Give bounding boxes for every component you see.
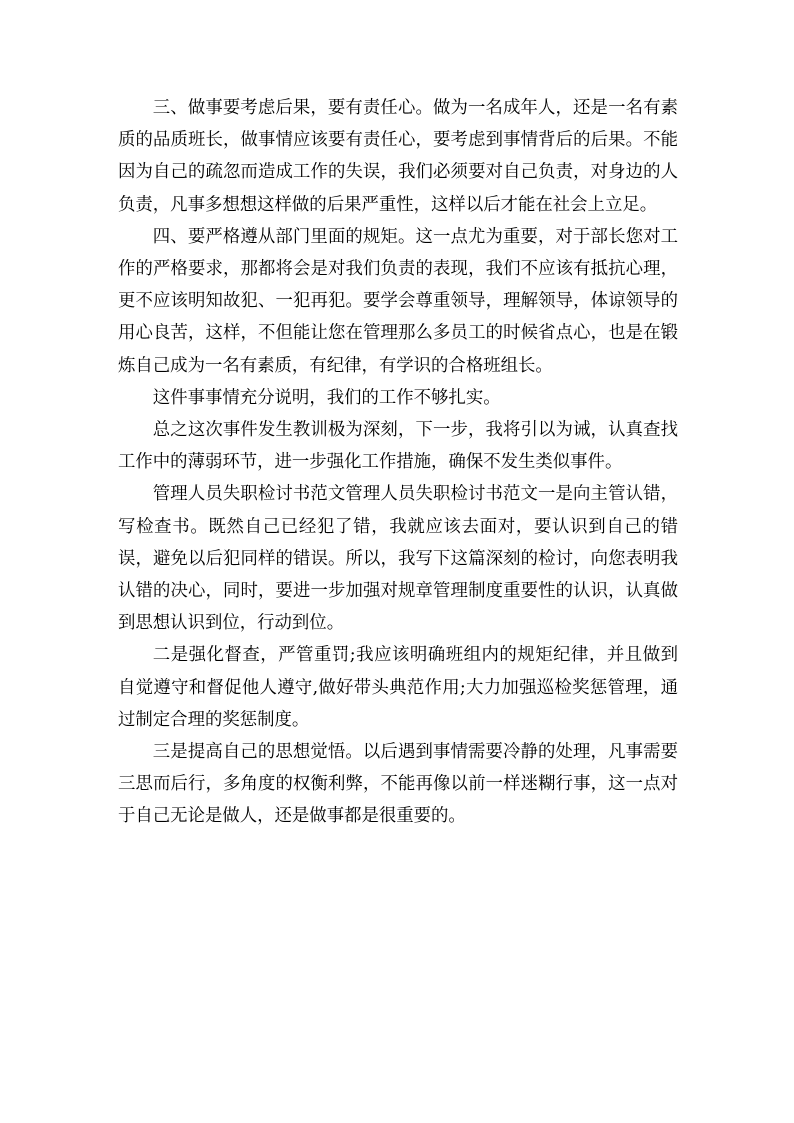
document-page	[118, 92, 678, 833]
paragraph-responsibility: 三、做事要考虑后果，要有责任心。做为一名成年人，还是一名有素质的品质班长，做事情应该要有责任心，要考虑到事情背后的后果。不能因为自己的疏忽而造成工作的失误，我们必须要对自己负责，对身边的人负责，凡事多想想这样做的后果严重性，这样以后才能在社会上立足。	[118, 98, 678, 215]
paragraph-admit-mistake: 管理人员失职检讨书范文管理人员失职检讨书范文一是向主管认错，写检查书。既然自己已经犯了错，我就应该去面对，要认识到自己的错误，避免以后犯同样的错误。所以，我写下这篇深刻的检讨，向您表明我认错的决心，同时，要进一步加强对规章管理制度重要性的认识，认真做到思想认识到位，行动到位。	[118, 484, 678, 634]
paragraph-lesson-learned: 总之这次事件发生教训极为深刻，下一步，我将引以为诫，认真查找工作中的薄弱环节，进一步强化工作措施，确保不发生类似事件。	[118, 420, 678, 473]
paragraph-supervision: 二是强化督查，严管重罚;我应该明确班组内的规矩纪律，并且做到自觉遵守和督促他人遵守,做好带头典范作用;大力加强巡检奖惩管理，通过制定合理的奖惩制度。	[118, 645, 678, 730]
paragraph-department-rules: 四、要严格遵从部门里面的规矩。这一点尤为重要，对于部长您对工作的严格要求，那都将会是对我们负责的表现，我们不应该有抵抗心理，更不应该明知故犯、一犯再犯。要学会尊重领导，理解领导，体谅领导的用心良苦，这样，不但能让您在管理那么多员工的时候省点心，也是在锻炼自己成为一名有素质，有纪律，有学识的合格班组长。	[118, 226, 678, 376]
paragraph-work-not-solid: 这件事事情充分说明，我们的工作不够扎实。	[152, 387, 501, 408]
paragraph-awareness: 三是提高自己的思想觉悟。以后遇到事情需要冷静的处理，凡事需要三思而后行，多角度的权衡利弊，不能再像以前一样迷糊行事，这一点对于自己无论是做人，还是做事都是很重要的。	[118, 742, 678, 827]
